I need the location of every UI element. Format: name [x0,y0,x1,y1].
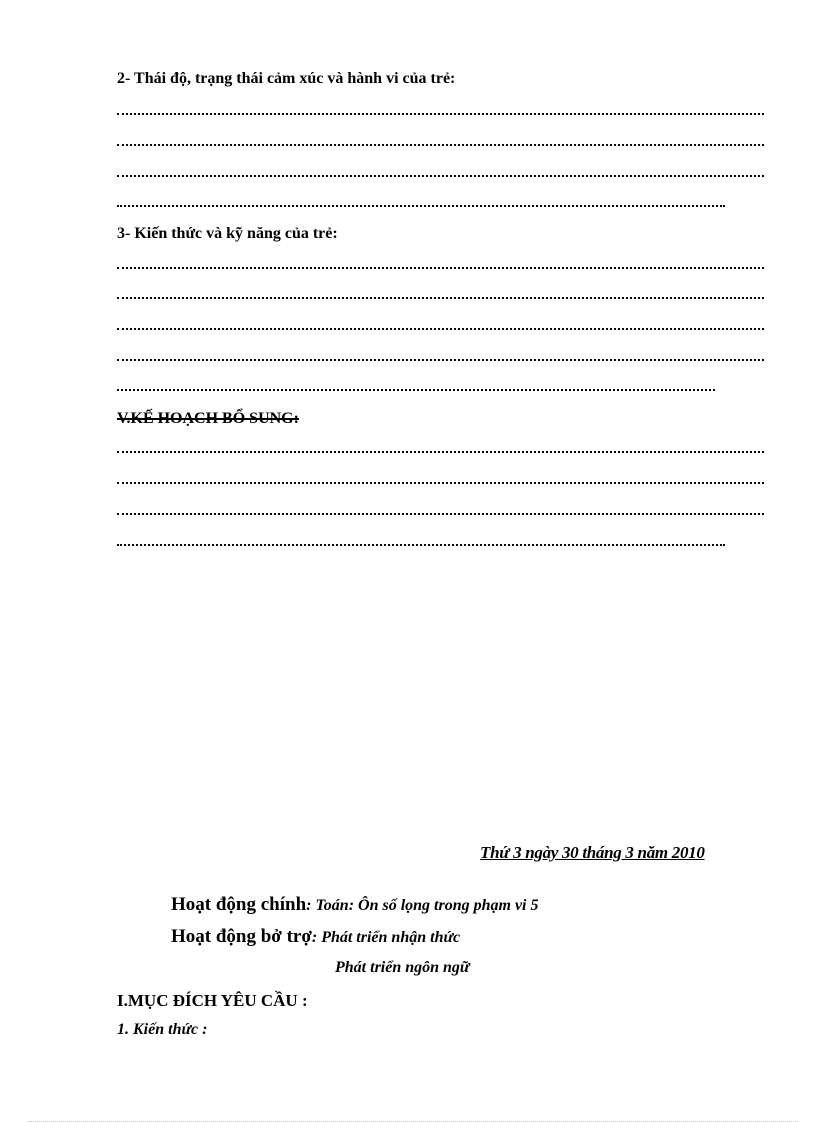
support-activity [171,926,460,948]
main-activity-label: Hoạt động chính [171,894,307,915]
dotted-line [117,267,764,269]
dotted-line [117,144,764,146]
dotted-line [117,451,764,453]
dotted-line [117,482,764,484]
main-activity-value: : Toán: Ôn số lọng trong phạm vi 5 [306,897,539,914]
objectives-title: I.MỤC ĐÍCH YÊU CẦU : [117,991,308,1010]
support-activity-label: Hoạt động bở trợ [171,926,312,947]
page-footer-border [28,1120,798,1122]
dotted-line [117,113,764,115]
date-line: Thứ 3 ngày 30 tháng 3 năm 2010 [480,843,705,862]
section-5-title: V.KẾ HOẠCH BỔ SUNG: [117,410,299,427]
section-2-title: 2- Thái độ, trạng thái cảm xúc và hành vi của trẻ: [117,70,456,87]
dotted-line [117,328,764,330]
dotted-line [117,513,764,515]
support-activity-value-2: Phát triển ngôn ngữ [335,959,470,976]
dotted-line [117,544,725,546]
knowledge-title: 1. Kiến thức : [117,1021,208,1038]
dotted-line [117,205,725,207]
dotted-line [117,359,764,361]
support-activity-value: : Phát triển nhận thức [311,929,461,946]
dotted-line [117,297,764,299]
dotted-line [117,389,715,391]
main-activity [171,894,539,916]
dotted-line [117,175,764,177]
section-3-title: 3- Kiến thức và kỹ năng của trẻ: [117,225,338,242]
